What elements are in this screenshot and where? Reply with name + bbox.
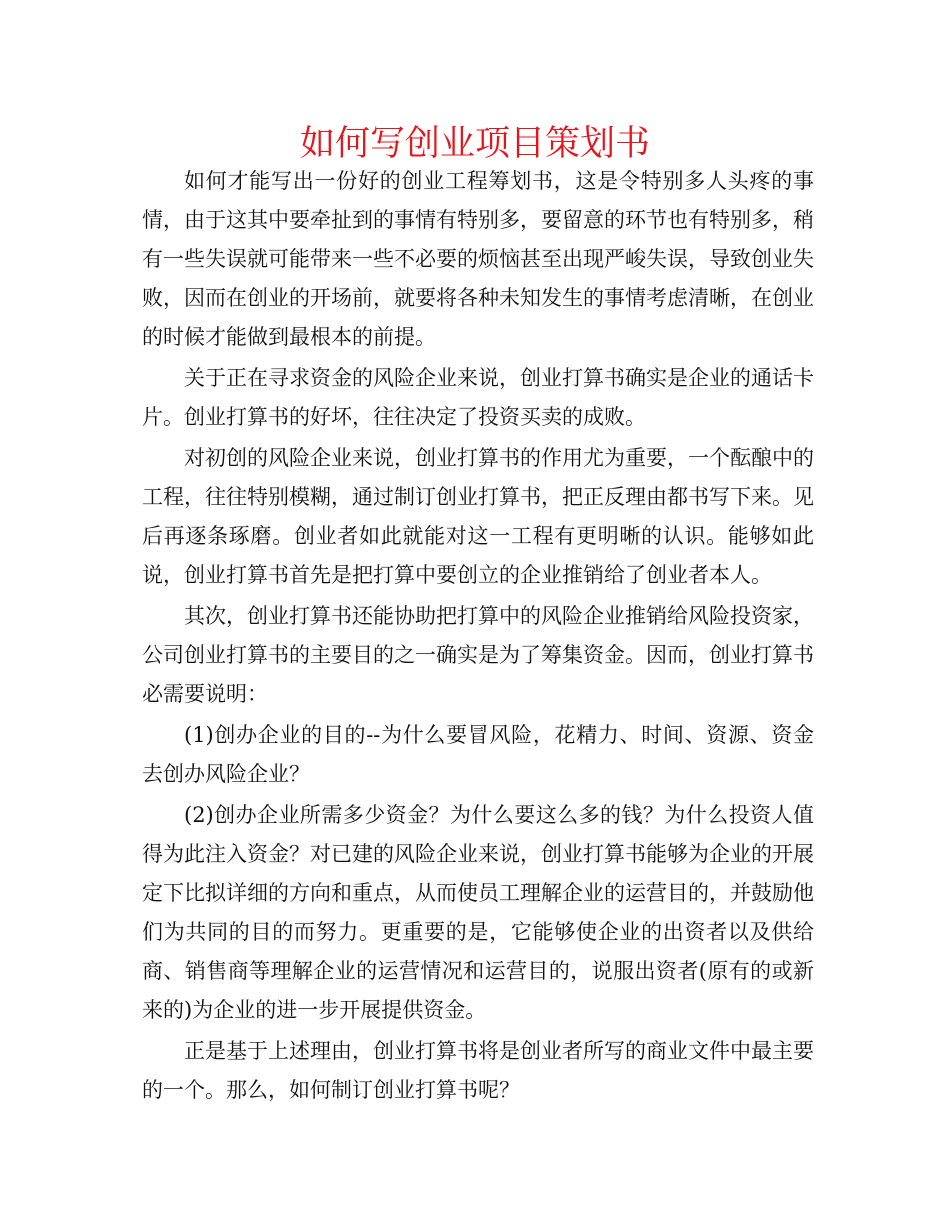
paragraph-3: 对初创的风险企业来说，创业打算书的作用尤为重要，一个酝酿中的工程，往往特别模糊，通过制订创业打算书，把正反理由都书写下来。见后再逐条琢磨。创业者如此就能对这一工程有更明晰的认识。能够如此说，创业打算书首先是把打算中要创立的企业推销给了创业者本人。 xyxy=(142,446,814,587)
paragraph-2: 关于正在寻求资金的风险企业来说，创业打算书确实是企业的通话卡片。创业打算书的好坏，往往决定了投资买卖的成败。 xyxy=(142,366,814,429)
paragraph-7: 正是基于上述理由，创业打算书将是创业者所写的商业文件中最主要的一个。那么，如何制订创业打算书呢？ xyxy=(142,1039,814,1102)
paragraph-1: 如何才能写出一份好的创业工程筹划书，这是令特别多人头疼的事情，由于这其中要牵扯到的事情有特别多，要留意的环节也有特别多，稍有一些失误就可能带来一些不必要的烦恼甚至出现严峻失误，导致创业失败，因而在创业的开场前，就要将各种未知发生的事情考虑清晰，在创业的时候才能做到最根本的前提。 xyxy=(142,169,814,349)
document-title: 如何写创业项目策划书 xyxy=(299,124,650,164)
document-body xyxy=(142,162,814,1112)
paragraph-6: (2)创办企业所需多少资金？为什么要这么多的钱？为什么投资人值得为此注入资金？对已建的风险企业来说，创业打算书能够为企业的开展定下比拟详细的方向和重点，从而使员工理解企业的运营目的，并鼓励他们为共同的目的而努力。更重要的是，它能够使企业的出资者以及供给商、销售商等理解企业的运营情况和运营目的，说服出资者(原有的或新来的)为企业的进一步开展提供资金。 xyxy=(142,803,814,1022)
paragraph-5: (1)创办企业的目的--为什么要冒风险，花精力、时间、资源、资金去创办风险企业？ xyxy=(142,723,814,786)
paragraph-4: 其次，创业打算书还能协助把打算中的风险企业推销给风险投资家，公司创业打算书的主要目的之一确实是为了筹集资金。因而，创业打算书必需要说明： xyxy=(142,604,814,706)
